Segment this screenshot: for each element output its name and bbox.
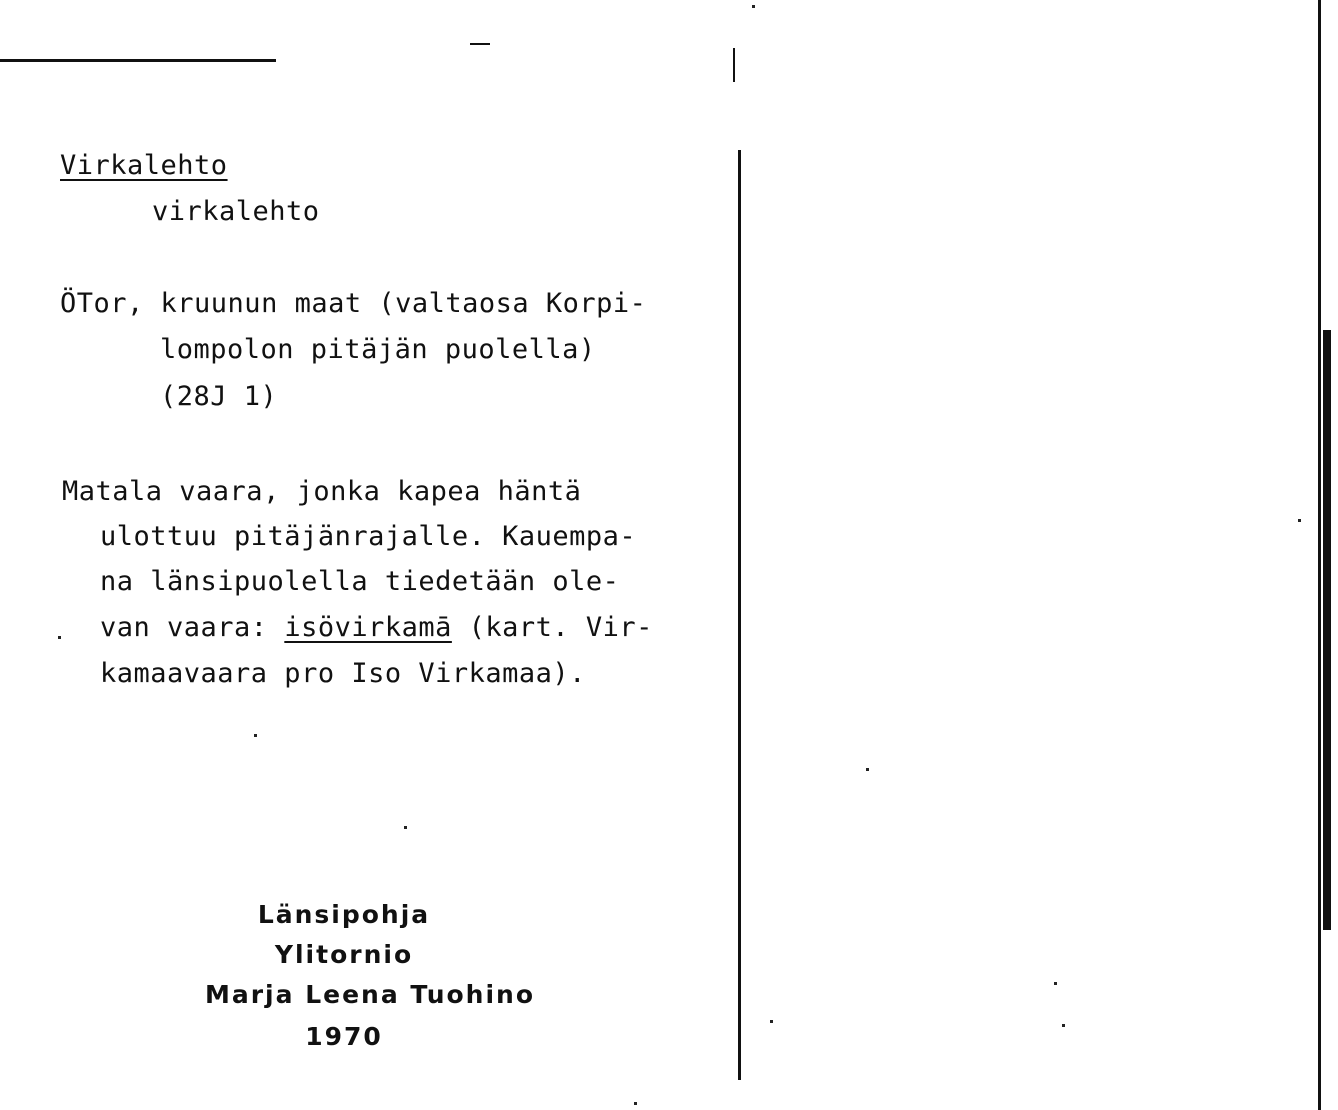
description-line: ulottuu pitäjänrajalle. Kauempa-	[100, 521, 637, 552]
speck	[1298, 519, 1301, 522]
description-line	[100, 614, 653, 641]
speck	[770, 1020, 773, 1023]
dialect-term: isövirkamā	[284, 612, 452, 643]
column-divider-top	[733, 48, 735, 82]
column-divider	[738, 150, 741, 1080]
stamp-collector: Marja Leena Tuohino	[204, 980, 536, 1009]
speck	[634, 1102, 637, 1105]
description-line: kamaavaara pro Iso Virkamaa).	[100, 658, 586, 689]
description-line: na länsipuolella tiedetään ole-	[100, 566, 620, 597]
stamp-parish: Ylitornio	[274, 940, 414, 969]
speck	[752, 5, 755, 8]
right-scan-edge-thick	[1323, 330, 1331, 930]
speck	[58, 636, 61, 639]
speck	[1054, 982, 1057, 985]
description-text: van vaara:	[100, 612, 285, 643]
speck	[404, 826, 407, 829]
stamp-year: 1970	[305, 1022, 383, 1051]
pronunciation: virkalehto	[152, 196, 320, 227]
speck	[254, 734, 257, 737]
stamp-region: Länsipohja	[257, 900, 431, 929]
top-small-dash	[470, 43, 490, 45]
right-scan-edge	[1318, 0, 1321, 1110]
map-reference: (28J 1)	[160, 381, 278, 412]
source-line: ÖTor, kruunun maat (valtaosa Korpi-	[60, 288, 647, 319]
description-text: (kart. Vir-	[451, 612, 653, 643]
top-left-rule	[0, 59, 276, 62]
description-line: Matala vaara, jonka kapea häntä	[62, 476, 582, 507]
headword: Virkalehto	[60, 150, 228, 181]
speck	[866, 768, 869, 771]
source-line: lompolon pitäjän puolella)	[160, 334, 596, 365]
speck	[1062, 1024, 1065, 1027]
